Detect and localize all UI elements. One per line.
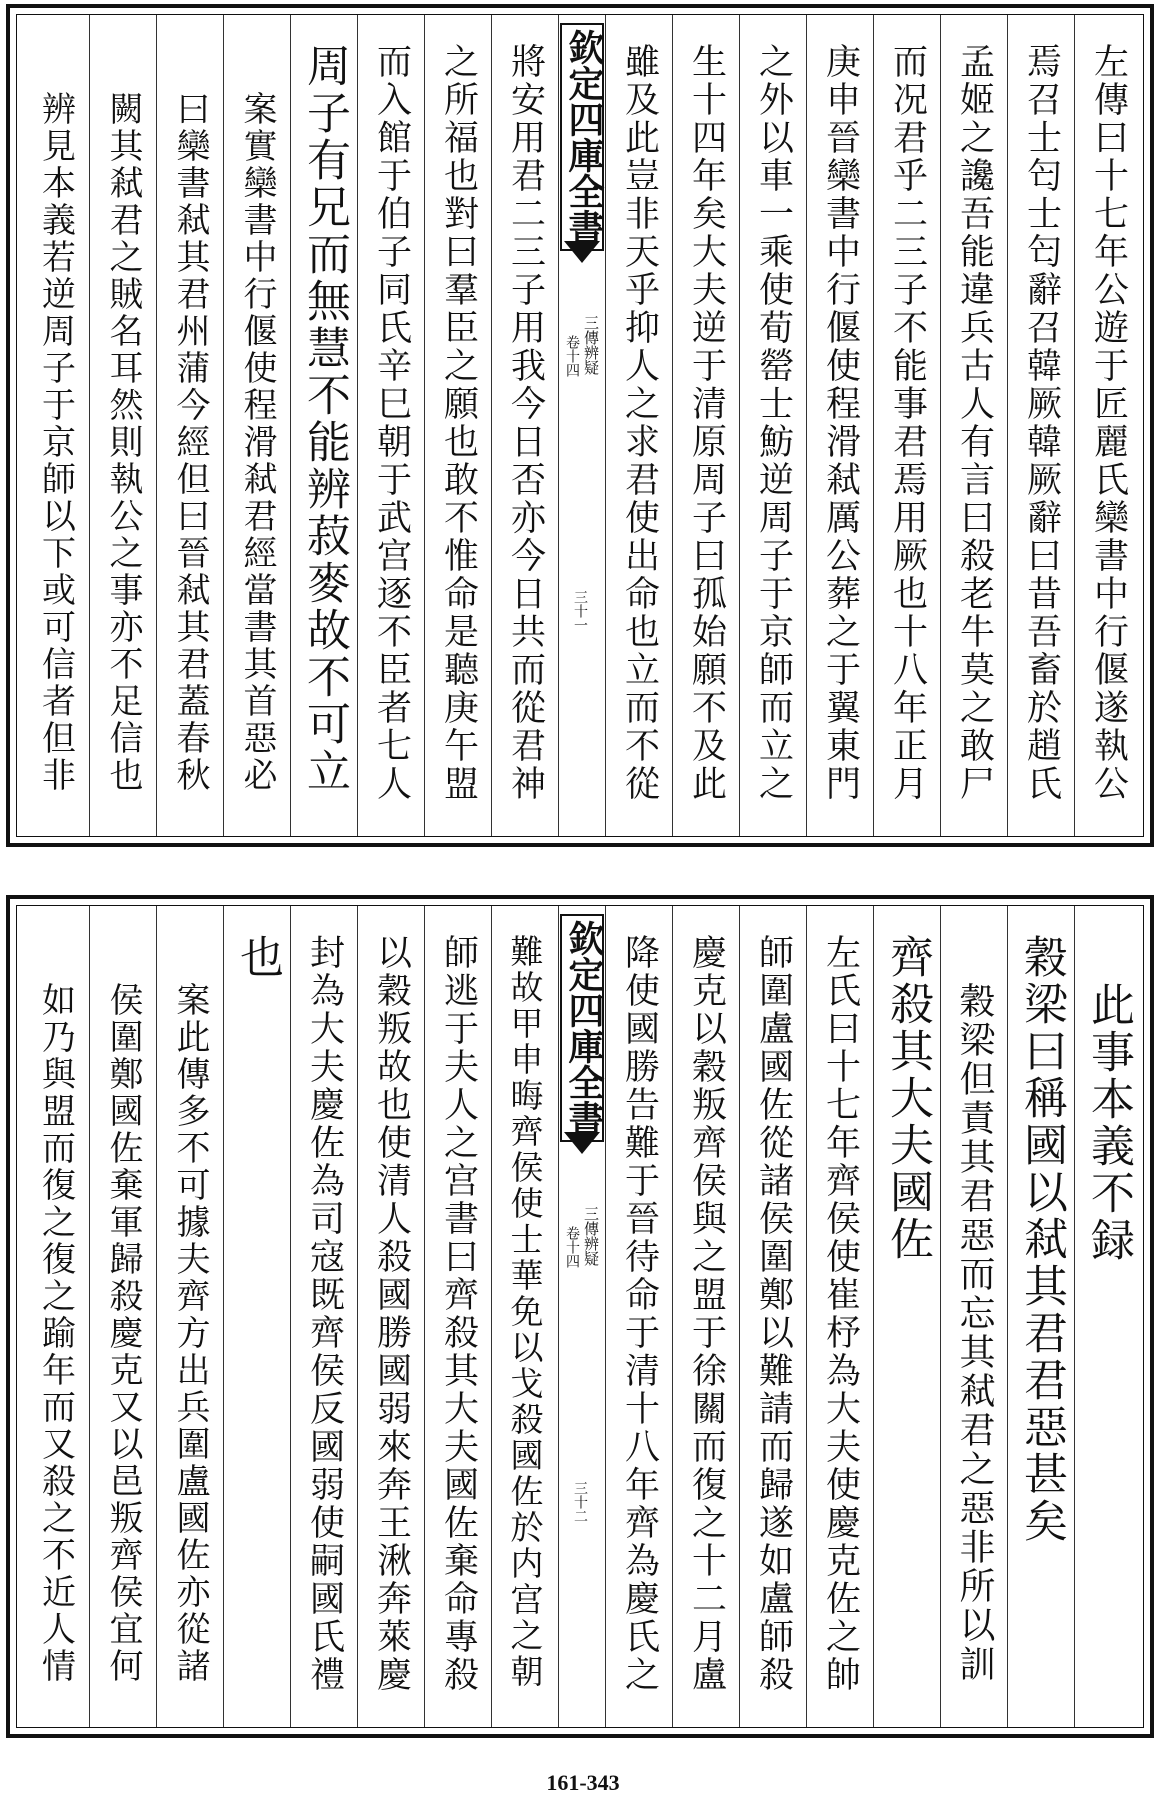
bottom-page-column [491,906,558,1727]
bottom-page-column [89,906,156,1727]
top-page-column [357,15,424,836]
bottom-page-column [940,906,1007,1727]
bottom-page-column [739,906,806,1727]
column-text: 此事本義不録 [1083,982,1134,1264]
column-text: 辨見本義若逆周子于京師以下或可信者但非 [35,91,76,794]
fish-tail-mark [564,241,600,263]
column-text: 穀梁曰稱國以弒其君君惡甚矣 [1016,934,1067,1545]
top-page-column [1074,15,1141,836]
column-text: 難故甲申晦齊侯使士華免以戈殺國佐於内宫之朝 [505,934,545,1690]
bottom-page-frame [16,905,1144,1728]
volume-number: 卷十四 [564,335,580,377]
column-text: 雖及此豈非天乎抑人之求君使出命也立而不從 [619,43,660,803]
top-page-column [873,15,940,836]
column-text: 齊殺其大夫國佐 [882,934,933,1263]
bottom-page-column [806,906,873,1727]
column-text: 生十四年矣大夫逆于清原周子曰孤始願不及此 [686,43,727,803]
column-text: 侯圍鄭國佐棄軍歸殺慶克又以邑叛齊侯宜何 [103,982,143,1685]
top-page-column [491,15,558,836]
column-text: 闕其弒君之賊名耳然則執公之事亦不足信也 [103,91,143,794]
column-text: 庚申晉欒書中行偃使程滑弒厲公葬之于翼東門 [820,43,861,803]
column-text: 降使國勝告難于晉待命于清十八年齊為慶氏之 [619,934,660,1694]
top-page-column [739,15,806,836]
top-page-column [22,15,89,836]
column-text: 師圍盧國佐從諸侯圍鄭以難請而歸遂如盧師殺 [753,934,794,1694]
top-page-column [605,15,672,836]
top-page-column [156,15,223,836]
leaf-number: 三十一 [572,590,588,632]
bottom-page-column [156,906,223,1727]
column-text: 左氏曰十七年齊侯使崔杼為大夫使慶克佐之帥 [820,934,861,1694]
column-text: 而入館于伯子同氏辛巳朝于武宫逐不臣者七人 [371,43,412,803]
column-text: 案此傳多不可據夫齊方出兵圍盧國佐亦從諸 [170,982,210,1685]
bottom-page-column [223,906,290,1727]
top-page-column [672,15,739,836]
top-page-frame [16,14,1144,837]
book-title: 三傳辨疑 [582,1206,600,1266]
column-text: 將安用君二三子用我今日否亦今日共而從君神 [505,43,546,803]
book-title: 三傳辨疑 [582,315,600,375]
column-text: 周子有兄而無慧不能辨菽麥故不可立 [299,43,350,795]
column-text: 焉召士匄士匄辭召韓厥韓厥辭曰昔吾畜於趙氏 [1021,43,1062,803]
top-page [6,4,1154,847]
column-text: 之所福也對曰羣臣之願也敢不惟命是聽庚午盟 [438,43,479,803]
column-text: 如乃與盟而復之復之踰年而又殺之不近人情 [35,982,76,1685]
bottom-page-column [22,906,89,1727]
column-text: 之外以車一乘使荀罃士魴逆周子于京師而立之 [753,43,794,803]
column-text: 曰欒書弒其君州蒲今經但曰晉弒其君蓋春秋 [170,91,210,794]
center-band [558,906,605,1727]
column-text: 案實欒書中行偃使程滑弒君經當書其首惡必 [237,91,277,794]
bottom-page-column [605,906,672,1727]
collection-title: 欽定四庫全書 [560,23,604,251]
column-text: 穀梁但責其君惡而忘其弒君之惡非所以訓 [954,982,995,1684]
bottom-page-column [672,906,739,1727]
column-text: 慶克以穀叛齊侯與之盟于徐關而復之十二月盧 [686,934,727,1694]
column-text: 左傳曰十七年公遊于匠麗氏欒書中行偃遂執公 [1088,43,1129,803]
bottom-page-column [1007,906,1074,1727]
column-text: 以穀叛故也使清人殺國勝國弱來奔王湫奔萊慶 [371,934,412,1694]
top-page-column [223,15,290,836]
leaf-number: 三十二 [572,1481,588,1523]
bottom-page-column [290,906,357,1727]
bottom-page-column [357,906,424,1727]
column-text: 封為大夫慶佐為司寇既齊侯反國弱使嗣國氏禮 [304,934,345,1694]
top-page-column [89,15,156,836]
center-band [558,15,605,836]
column-text: 孟姬之讒吾能違兵古人有言曰殺老牛莫之敢尸 [954,43,995,803]
bottom-page-column [424,906,491,1727]
bottom-page [6,895,1154,1738]
column-text: 師逃于夫人之宫書曰齊殺其大夫國佐棄命專殺 [438,934,479,1694]
collection-title: 欽定四庫全書 [560,914,604,1142]
top-page-column [806,15,873,836]
bottom-page-column [873,906,940,1727]
column-text: 也 [232,934,283,981]
top-page-column [290,15,357,836]
top-page-column [940,15,1007,836]
column-text: 而况君乎二三子不能事君焉用厥也十八年正月 [887,43,928,803]
page-reference: 161-343 [546,1770,620,1795]
fish-tail-mark [564,1132,600,1154]
volume-number: 卷十四 [564,1226,580,1268]
bottom-page-column [1074,906,1141,1727]
top-page-column [424,15,491,836]
top-page-column [1007,15,1074,836]
